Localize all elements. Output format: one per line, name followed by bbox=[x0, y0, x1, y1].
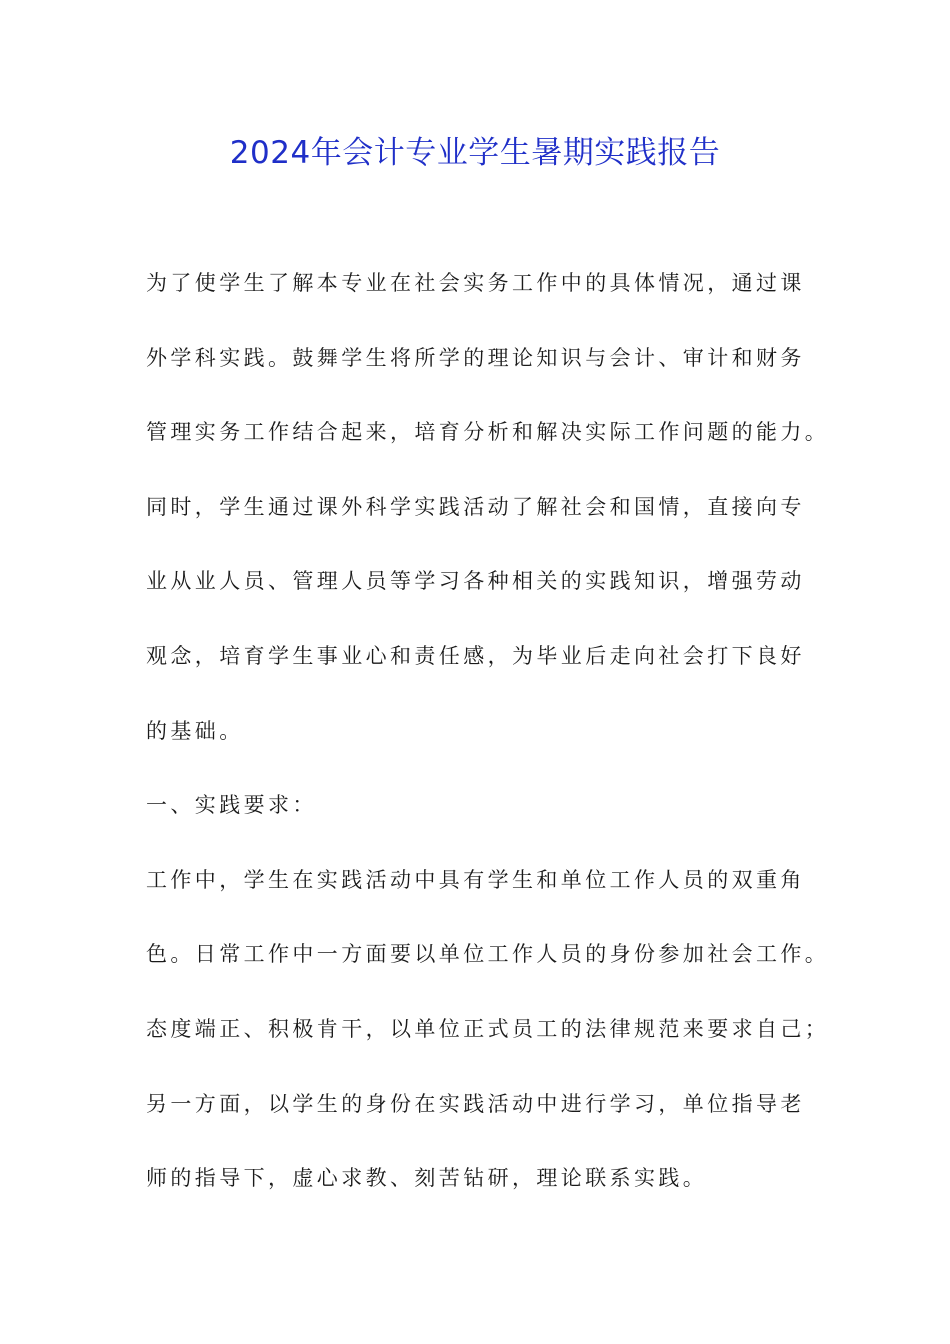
paragraph-line: 师的指导下，虚心求教、刻苦钻研，理论联系实践。 bbox=[146, 1166, 708, 1191]
paragraph-line: 同时，学生通过课外科学实践活动了解社会和国情，直接向专 bbox=[146, 494, 805, 519]
paragraph-line: 外学科实践。鼓舞学生将所学的理论知识与会计、审计和财务 bbox=[146, 345, 805, 370]
paragraph-line: 色。日常工作中一方面要以单位工作人员的身份参加社会工作。 bbox=[146, 942, 830, 967]
paragraph-line: 观念，培育学生事业心和责任感，为毕业后走向社会打下良好 bbox=[146, 643, 805, 668]
paragraph-line: 工作中，学生在实践活动中具有学生和单位工作人员的双重角 bbox=[146, 867, 805, 892]
paragraph-line: 的基础。 bbox=[146, 718, 244, 743]
paragraph-line: 另一方面，以学生的身份在实践活动中进行学习，单位指导老 bbox=[146, 1091, 805, 1116]
document-body bbox=[146, 258, 830, 1228]
paragraph-line: 业从业人员、管理人员等学习各种相关的实践知识，增强劳动 bbox=[146, 569, 805, 594]
paragraph-line: 管理实务工作结合起来，培育分析和解决实际工作问题的能力。 bbox=[146, 420, 830, 445]
section-heading: 一、实践要求： bbox=[146, 793, 317, 818]
paragraph-line: 为了使学生了解本专业在社会实务工作中的具体情况，通过课 bbox=[146, 271, 805, 295]
document-title: 2024年会计专业学生暑期实践报告 bbox=[229, 135, 721, 171]
paragraph-line: 态度端正、积极肯干，以单位正式员工的法律规范来要求自己； bbox=[146, 1016, 830, 1041]
